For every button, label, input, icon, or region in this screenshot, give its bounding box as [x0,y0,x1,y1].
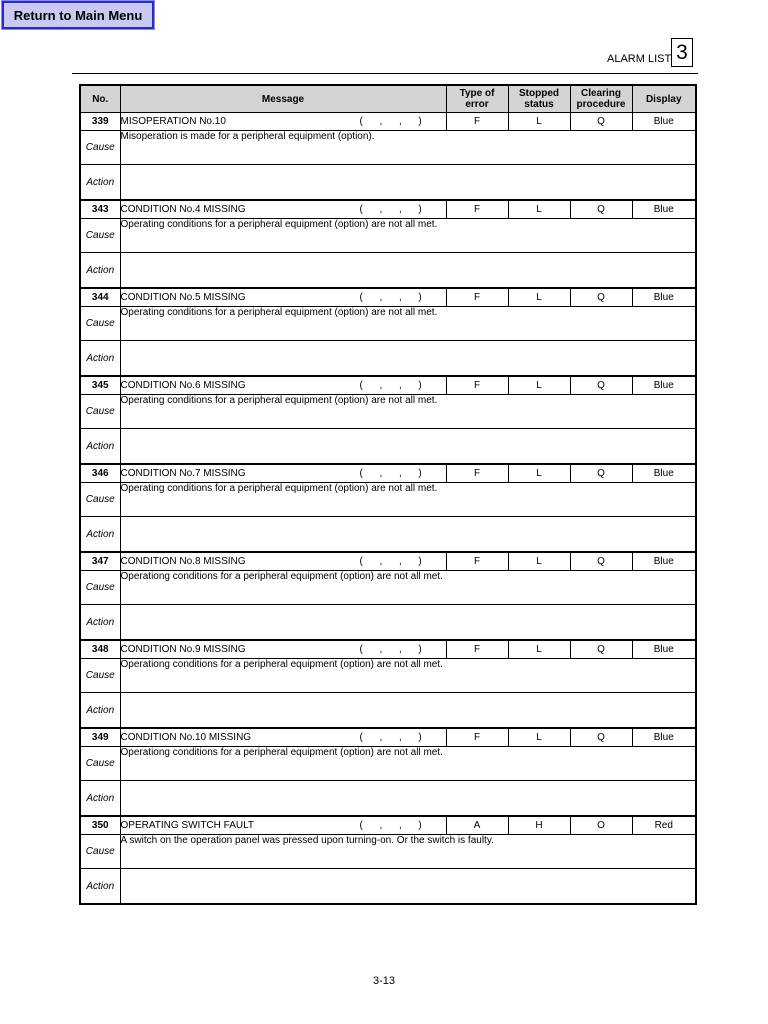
alarm-params: ( , , ) [359,468,422,479]
alarm-message-cell [120,113,446,131]
alarm-display-color: Blue [632,728,696,747]
col-header-display: Display [632,85,696,113]
alarm-params: ( , , ) [359,556,422,567]
alarm-display-color: Blue [632,552,696,571]
action-label: Action [80,693,120,729]
alarm-row-349 [80,728,696,747]
alarm-cause-text: Operationg conditions for a peripheral equipment (option) are not all met. [120,571,696,605]
alarm-action-row [80,253,696,289]
alarm-clearing-procedure: Q [570,288,632,307]
alarm-params: ( , , ) [359,204,422,215]
return-to-main-menu-button[interactable]: Return to Main Menu [2,1,154,29]
action-label: Action [80,165,120,201]
alarm-action-text [120,165,696,201]
alarm-message-cell [120,200,446,219]
alarm-params: ( , , ) [359,732,422,743]
action-label: Action [80,781,120,817]
alarm-row-350 [80,816,696,835]
alarm-display-color: Blue [632,464,696,483]
alarm-cause-text: Operating conditions for a peripheral equipment (option) are not all met. [120,307,696,341]
alarm-message-cell [120,816,446,835]
alarm-row-346 [80,464,696,483]
alarm-clearing-procedure: Q [570,728,632,747]
alarm-params: ( , , ) [359,292,422,303]
alarm-params: ( , , ) [359,116,422,127]
alarm-cause-text: A switch on the operation panel was pressed upon turning-on. Or the switch is faulty. [120,835,696,869]
alarm-row-339 [80,113,696,131]
cause-label: Cause [80,219,120,253]
alarm-cause-row [80,835,696,869]
col-header-message: Message [120,85,446,113]
action-label: Action [80,429,120,465]
alarm-stopped-status: L [508,552,570,571]
alarm-stopped-status: H [508,816,570,835]
alarm-params: ( , , ) [359,820,422,831]
header-divider [72,73,698,74]
alarm-action-text [120,781,696,817]
alarm-number: 350 [80,816,120,835]
cause-label: Cause [80,747,120,781]
alarm-stopped-status: L [508,728,570,747]
alarm-display-color: Blue [632,200,696,219]
alarm-list-title: ALARM LIST [607,53,672,65]
alarm-action-text [120,605,696,641]
alarm-display-color: Blue [632,113,696,131]
alarm-action-text [120,253,696,289]
alarm-action-row [80,429,696,465]
alarm-message: CONDITION No.4 MISSING [120,204,246,215]
cause-label: Cause [80,835,120,869]
alarm-action-row [80,341,696,377]
alarm-cause-text: Operating conditions for a peripheral equipment (option) are not all met. [120,483,696,517]
alarm-clearing-procedure: Q [570,376,632,395]
alarm-display-color: Red [632,816,696,835]
alarm-message-cell [120,288,446,307]
cause-label: Cause [80,483,120,517]
alarm-stopped-status: L [508,464,570,483]
col-header-type-of-error: Type of error [446,85,508,113]
alarm-type-of-error: F [446,552,508,571]
alarm-table [79,84,697,905]
alarm-message-cell [120,552,446,571]
alarm-stopped-status: L [508,288,570,307]
alarm-row-344 [80,288,696,307]
alarm-message: CONDITION No.6 MISSING [120,380,246,391]
alarm-cause-row [80,747,696,781]
alarm-clearing-procedure: Q [570,464,632,483]
alarm-cause-text: Operationg conditions for a peripheral equipment (option) are not all met. [120,659,696,693]
alarm-number: 347 [80,552,120,571]
alarm-number: 346 [80,464,120,483]
alarm-action-row [80,693,696,729]
col-header-no: No. [80,85,120,113]
action-label: Action [80,869,120,905]
alarm-clearing-procedure: Q [570,640,632,659]
cause-label: Cause [80,659,120,693]
alarm-cause-row [80,659,696,693]
alarm-message-cell [120,464,446,483]
alarm-number: 349 [80,728,120,747]
col-header-stopped-status: Stopped status [508,85,570,113]
alarm-cause-text: Misoperation is made for a peripheral equipment (option). [120,131,696,165]
alarm-message: CONDITION No.9 MISSING [120,644,246,655]
alarm-action-row [80,517,696,553]
alarm-type-of-error: F [446,113,508,131]
cause-label: Cause [80,571,120,605]
alarm-stopped-status: L [508,640,570,659]
alarm-type-of-error: F [446,288,508,307]
alarm-cause-row [80,571,696,605]
alarm-action-text [120,341,696,377]
alarm-cause-row [80,395,696,429]
alarm-action-text [120,693,696,729]
alarm-action-row [80,165,696,201]
table-header-row [80,85,696,113]
alarm-action-row [80,869,696,905]
alarm-params: ( , , ) [359,380,422,391]
alarm-type-of-error: F [446,200,508,219]
alarm-cause-row [80,131,696,165]
alarm-number: 348 [80,640,120,659]
alarm-message: CONDITION No.7 MISSING [120,468,246,479]
alarm-action-text [120,517,696,553]
alarm-cause-row [80,219,696,253]
alarm-cause-text: Operationg conditions for a peripheral equipment (option) are not all met. [120,747,696,781]
action-label: Action [80,253,120,289]
cause-label: Cause [80,131,120,165]
alarm-number: 345 [80,376,120,395]
action-label: Action [80,605,120,641]
action-label: Action [80,341,120,377]
alarm-clearing-procedure: O [570,816,632,835]
alarm-number: 344 [80,288,120,307]
action-label: Action [80,517,120,553]
alarm-row-347 [80,552,696,571]
alarm-message-cell [120,376,446,395]
alarm-message: MISOPERATION No.10 [120,116,226,127]
alarm-row-348 [80,640,696,659]
alarm-message: CONDITION No.5 MISSING [120,292,246,303]
alarm-cause-row [80,483,696,517]
alarm-stopped-status: L [508,113,570,131]
alarm-row-343 [80,200,696,219]
alarm-action-row [80,781,696,817]
alarm-stopped-status: L [508,200,570,219]
alarm-number: 339 [80,113,120,131]
cause-label: Cause [80,395,120,429]
alarm-params: ( , , ) [359,644,422,655]
cause-label: Cause [80,307,120,341]
alarm-stopped-status: L [508,376,570,395]
alarm-row-345 [80,376,696,395]
alarm-clearing-procedure: Q [570,113,632,131]
alarm-cause-row [80,307,696,341]
alarm-message: CONDITION No.10 MISSING [120,732,252,743]
alarm-type-of-error: F [446,640,508,659]
chapter-number-box: 3 [671,38,693,67]
alarm-cause-text: Operating conditions for a peripheral equipment (option) are not all met. [120,395,696,429]
alarm-message-cell [120,728,446,747]
alarm-type-of-error: F [446,376,508,395]
alarm-type-of-error: A [446,816,508,835]
alarm-display-color: Blue [632,376,696,395]
alarm-action-text [120,429,696,465]
col-header-clearing-procedure: Clearing procedure [570,85,632,113]
alarm-message-cell [120,640,446,659]
alarm-clearing-procedure: Q [570,552,632,571]
alarm-clearing-procedure: Q [570,200,632,219]
page-number: 3-13 [372,975,396,987]
alarm-message: CONDITION No.8 MISSING [120,556,246,567]
alarm-type-of-error: F [446,464,508,483]
alarm-display-color: Blue [632,640,696,659]
alarm-type-of-error: F [446,728,508,747]
alarm-message: OPERATING SWITCH FAULT [120,820,255,831]
alarm-action-text [120,869,696,905]
alarm-number: 343 [80,200,120,219]
alarm-cause-text: Operating conditions for a peripheral equipment (option) are not all met. [120,219,696,253]
alarm-action-row [80,605,696,641]
alarm-display-color: Blue [632,288,696,307]
alarm-table-body [80,113,696,905]
